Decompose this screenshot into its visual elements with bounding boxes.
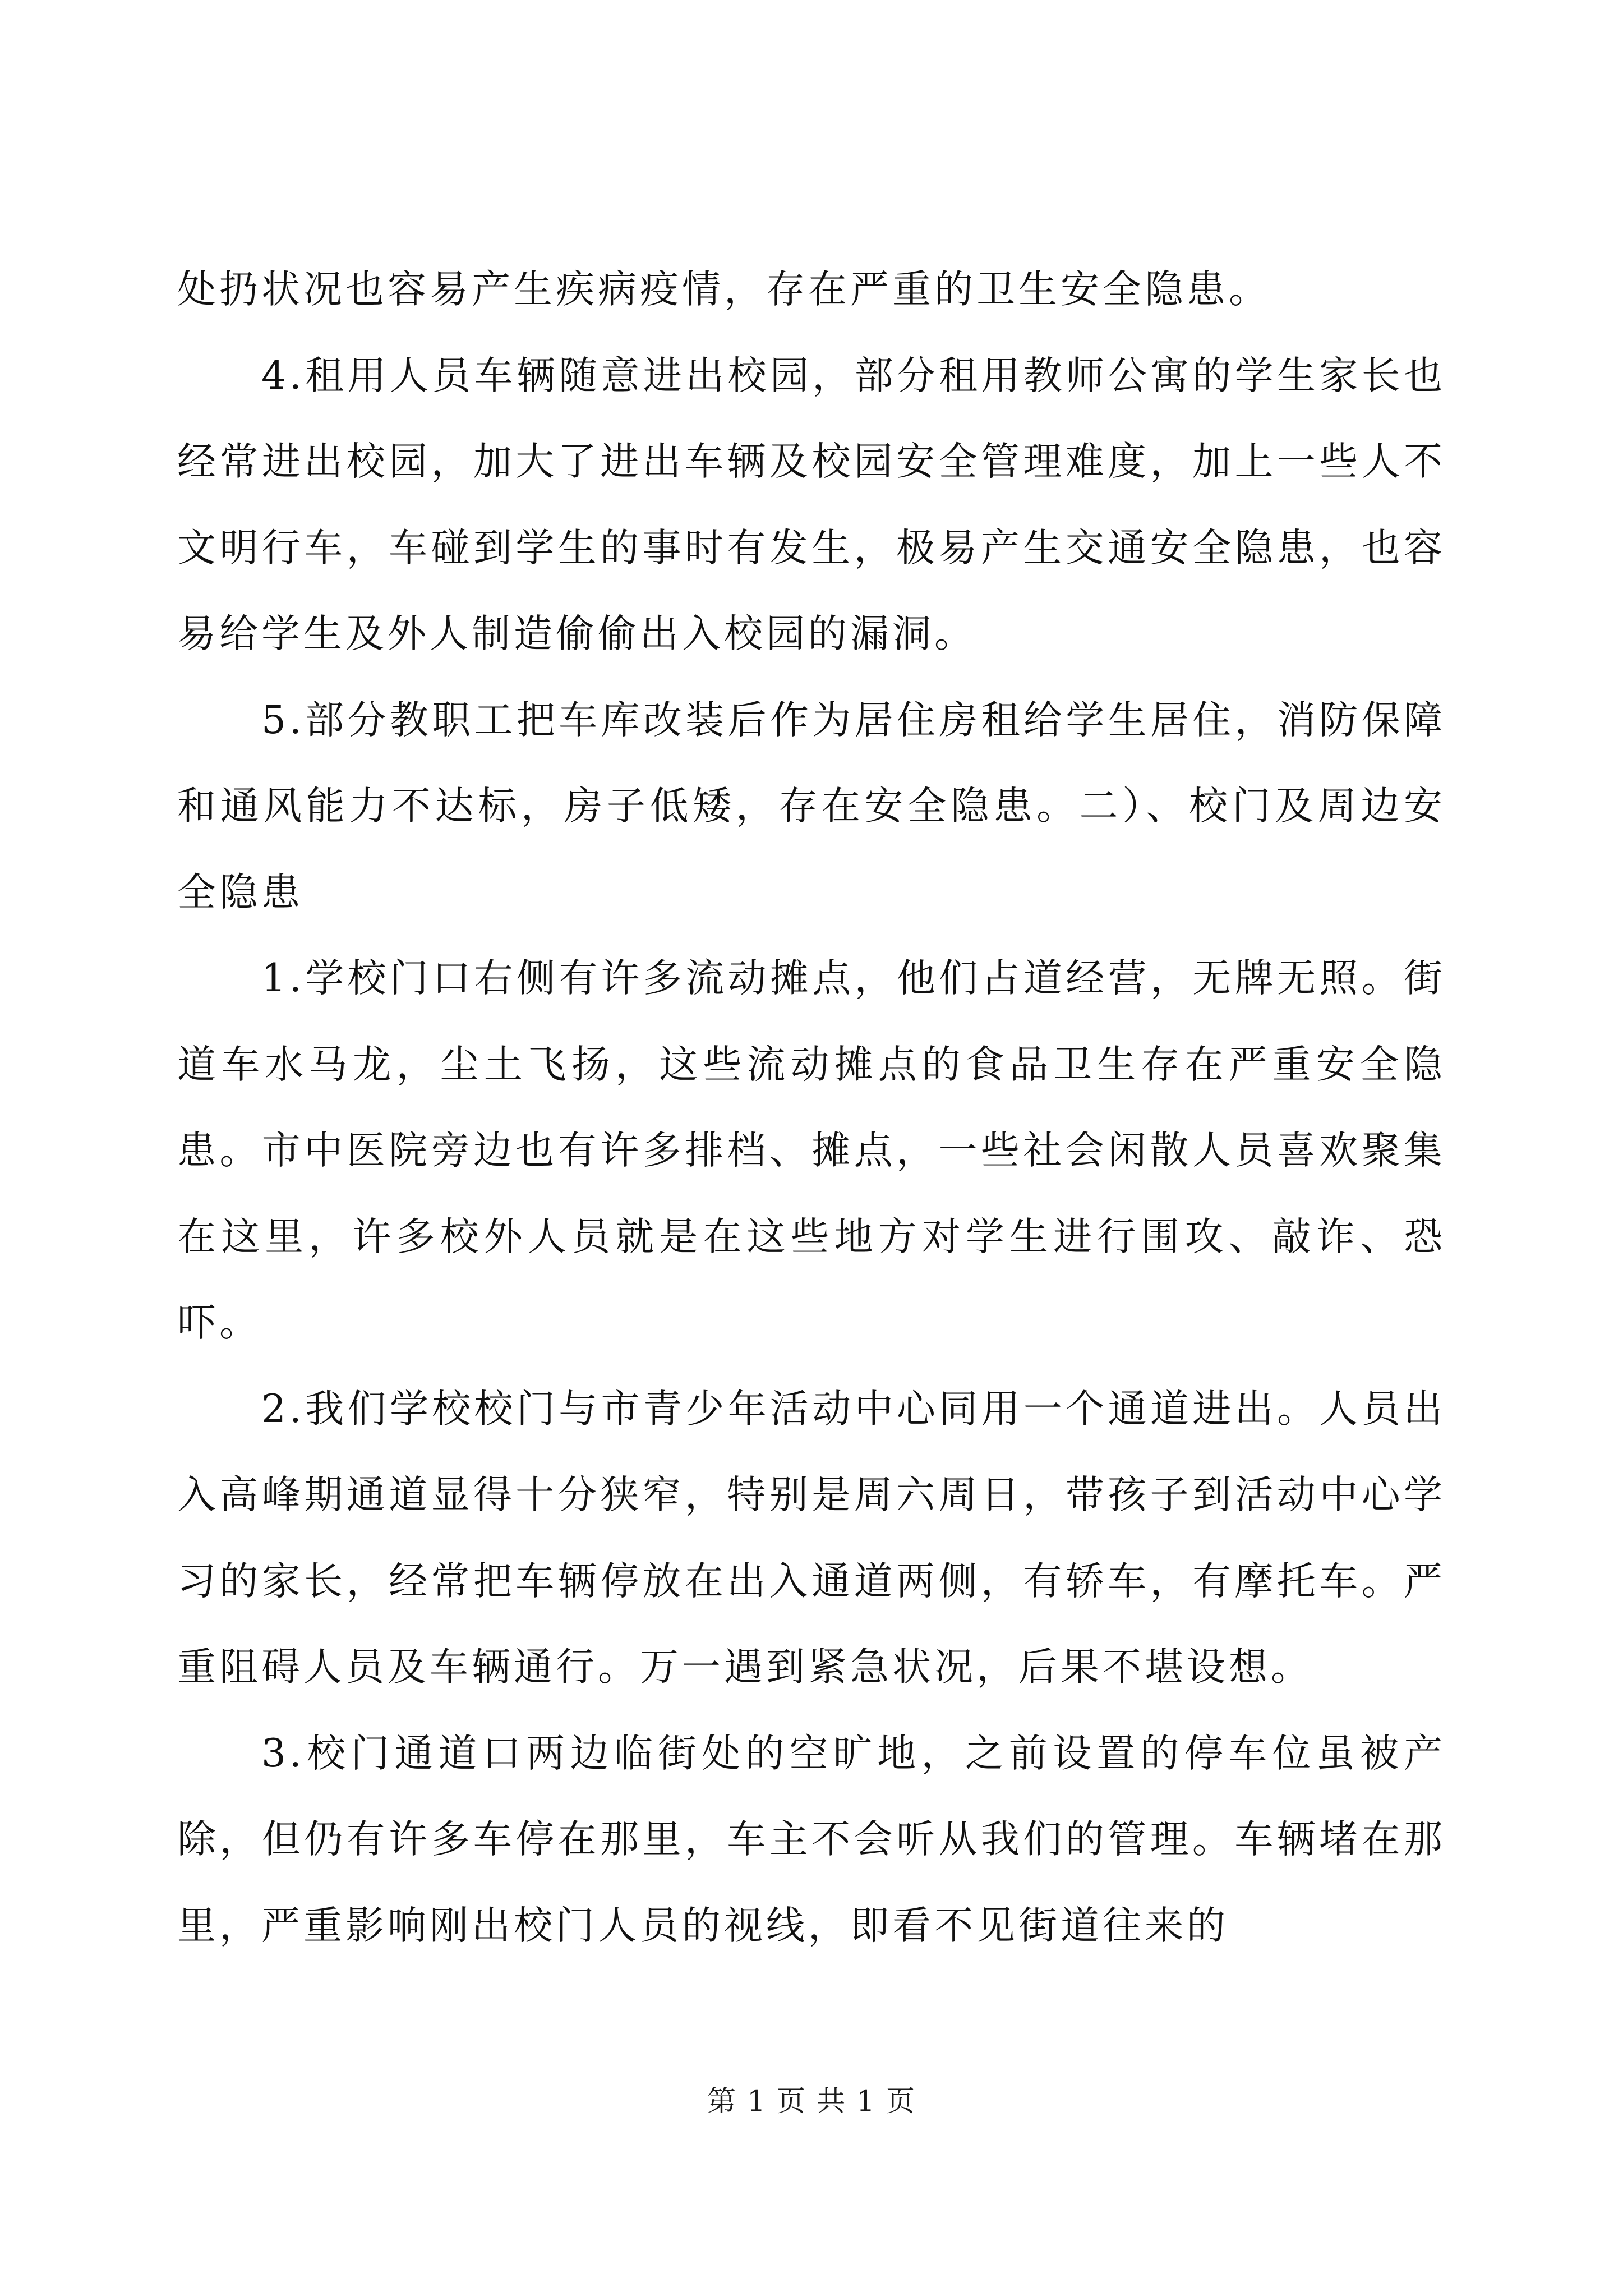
page-footer: 第 1 页 共 1 页 xyxy=(707,2085,916,2118)
paragraph-item-4: 4.租用人员车辆随意进出校园，部分租用教师公寓的学生家长也经常进出校园，加大了进出车辆及校园安全管理难度，加上一些人不文明行车，车碰到学生的事时有发生，极易产生交通安全隐患，也容易给学生及外人制造偷偷出入校园的漏洞。 xyxy=(177,353,1446,656)
paragraph-item-1: 1.学校门口右侧有许多流动摊点，他们占道经营，无牌无照。街道车水马龙，尘土飞扬，这些流动摊点的食品卫生存在严重安全隐患。市中医院旁边也有许多排档、摊点，一些社会闲散人员喜欢聚集在这里，许多校外人员就是在这些地方对学生进行围攻、敲诈、恐吓。 xyxy=(177,956,1446,1345)
paragraph-item-3: 3.校门通道口两边临街处的空旷地，之前设置的停车位虽被产除，但仍有许多车停在那里，车主不会听从我们的管理。车辆堵在那里，严重影响刚出校门人员的视线，即看不见街道往来的 xyxy=(177,1731,1446,1948)
document-body xyxy=(177,247,1446,1969)
paragraph-continuation: 处扔状况也容易产生疾病疫情，存在严重的卫生安全隐患。 xyxy=(177,267,1271,312)
paragraph-item-5: 5.部分教职工把车库改装后作为居住房租给学生居住，消防保障和通风能力不达标，房子低矮，存在安全隐患。二）、校门及周边安全隐患 xyxy=(177,697,1446,915)
paragraph-item-2: 2.我们学校校门与市青少年活动中心同用一个通道进出。人员出入高峰期通道显得十分狭窄，特别是周六周日，带孩子到活动中心学习的家长，经常把车辆停放在出入通道两侧，有轿车，有摩托车。严重阻碍人员及车辆通行。万一遇到紧急状况，后果不堪设想。 xyxy=(177,1386,1446,1690)
